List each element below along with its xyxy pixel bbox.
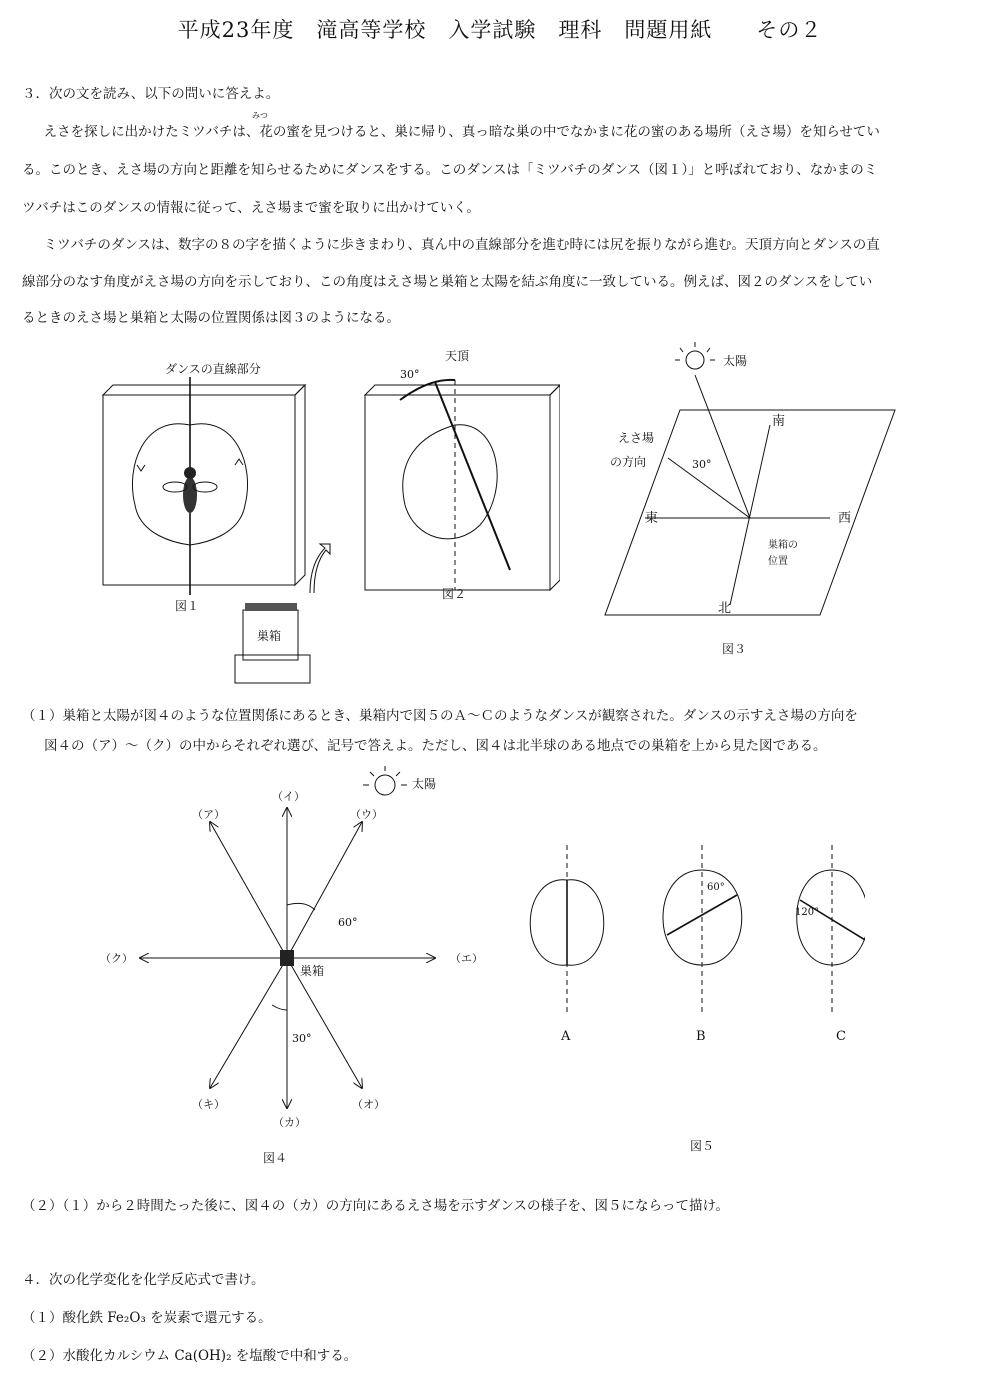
fig2-angle: 30° <box>400 368 420 381</box>
fig1-line-label: ダンスの直線部分 <box>165 362 261 376</box>
dance-a <box>530 845 604 1015</box>
fig1-caption: 図１ <box>175 599 200 613</box>
fig3-sun: 太陽 <box>723 354 748 368</box>
fig3-east: 東 <box>645 511 659 526</box>
q4-heading: ４．次の化学変化を化学反応式で書け。 <box>22 1272 265 1288</box>
fig5-label-a: A <box>561 1029 571 1044</box>
q3-question-1-line1: （１）巣箱と太陽が図４のような位置関係にあるとき、巣箱内で図５のＡ～Ｃのようなダンスが観察された。ダンスの示すえさ場の方向を <box>22 708 858 724</box>
dance-c <box>797 845 865 1015</box>
fig3-angle: 30° <box>692 458 712 471</box>
q4-question-2: （２）水酸化カルシウム Ca(OH)₂ を塩酸で中和する。 <box>22 1348 358 1364</box>
fig4-label-u: （ウ） <box>350 808 383 821</box>
fig3-feeding-2: の方向 <box>610 455 647 469</box>
fig3-west: 西 <box>838 511 852 526</box>
page-title: 平成23年度 滝高等学校 入学試験 理科 問題用紙 その２ <box>177 18 823 42</box>
fig1-hive-label: 巣箱 <box>257 629 282 643</box>
fig5-label-b: B <box>696 1029 706 1044</box>
figure-5 <box>505 835 865 1155</box>
q3-para1-line3: ツバチはこのダンスの情報に従って、えさ場まで蜜を取りに出かけていく。 <box>22 200 480 216</box>
fig3-feeding-1: えさ場 <box>618 431 655 445</box>
fig4-caption: 図４ <box>263 1151 288 1165</box>
hive-box <box>235 603 310 683</box>
q3-question-2: （２）（１）から２時間たった後に、図４の（カ）の方向にあるえさ場を示すダンスの様子を、図５にならって描け。 <box>22 1198 729 1214</box>
fig5-caption: 図５ <box>690 1139 715 1153</box>
q3-question-1-line2: 図４の（ア）～（ク）の中からそれぞれ選び、記号で答えよ。ただし、図４は北半球のある地点での巣箱を上から見た図である。 <box>44 738 827 754</box>
dance-b <box>663 845 742 1015</box>
fig3-hive-1: 巣箱の <box>768 540 798 551</box>
fig2-caption: 図２ <box>442 587 467 601</box>
fig4-angle-60: 60° <box>338 916 358 929</box>
q3-para1-line1: えさを探しに出かけたミツバチは、花の蜜を見つけると、巣に帰り、真っ暗な巣の中でなかまに花の蜜のある場所（えさ場）を知らせてい <box>43 124 880 140</box>
fig4-label-a: （ア） <box>192 808 225 821</box>
fig4-label-e: （エ） <box>450 952 483 965</box>
fig4-label-ka: （カ） <box>273 1116 306 1129</box>
fig4-label-ki: （キ） <box>192 1098 225 1111</box>
fig4-label-ku: （ク） <box>100 952 133 965</box>
ruby-mitsu: みつ <box>252 111 268 120</box>
fig4-label-i: （イ） <box>272 790 305 803</box>
q4-question-1: （１）酸化鉄 Fe₂O₃ を炭素で還元する。 <box>22 1310 272 1326</box>
q3-para2-line1: ミツバチのダンスは、数字の８の字を描くように歩きまわり、真ん中の直線部分を進む時には尻を振りながら進む。天頂方向とダンスの直 <box>43 237 880 253</box>
figure-2 <box>360 340 560 620</box>
bee-icon <box>163 467 217 513</box>
sun-icon <box>363 766 407 795</box>
figure-4 <box>100 760 500 1170</box>
figure-3 <box>600 340 900 660</box>
sun-icon <box>675 342 715 369</box>
fig3-hive-2: 位置 <box>768 556 788 567</box>
fig3-north: 北 <box>718 601 732 616</box>
fig4-angle-30: 30° <box>292 1032 312 1045</box>
fig5-angle-b: 60° <box>707 882 725 893</box>
fig5-label-c: C <box>836 1029 846 1044</box>
figure-1 <box>95 355 335 685</box>
fig4-sun: 太陽 <box>412 777 437 791</box>
q3-heading: ３．次の文を読み、以下の問いに答えよ。 <box>22 86 280 102</box>
fig5-angle-c: 120° <box>795 907 820 918</box>
q3-para2-line3: るときのえさ場と巣箱と太陽の位置関係は図３のようになる。 <box>22 310 400 326</box>
hive-marker <box>280 950 294 966</box>
fig3-south: 南 <box>772 414 786 429</box>
q3-para2-line2: 線部分のなす角度がえさ場の方向を示しており、この角度はえさ場と巣箱と太陽を結ぶ角度に一致している。例えば、図２のダンスをしてい <box>22 274 873 290</box>
fig2-zenith: 天頂 <box>445 349 470 363</box>
q3-para1-line2: る。このとき、えさ場の方向と距離を知らせるためにダンスをする。このダンスは「ミツバチのダンス（図１）」と呼ばれており、なかまのミ <box>22 162 878 178</box>
fig4-label-o: （オ） <box>352 1098 385 1111</box>
fig3-caption: 図３ <box>722 642 747 656</box>
fig4-hive: 巣箱 <box>300 964 325 978</box>
